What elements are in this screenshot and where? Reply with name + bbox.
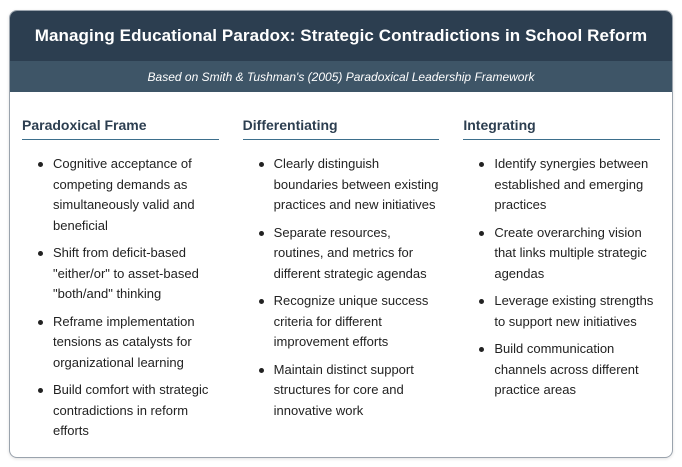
page-title: Managing Educational Paradox: Strategic Contradictions in School Reform [34, 26, 648, 45]
subtitle-bar [10, 61, 672, 92]
column-integrating [463, 92, 660, 449]
list-item: Maintain distinct support structures for core and innovative work [274, 360, 440, 422]
list-item: Reframe implementation tensions as catalysts for organizational learning [53, 312, 219, 374]
framework-card [9, 10, 673, 458]
column-paradoxical-frame [22, 92, 219, 449]
list-item: Recognize unique success criteria for different improvement efforts [274, 291, 440, 353]
column-title: Differentiating [243, 92, 440, 140]
column-list [22, 154, 219, 442]
list-item: Build comfort with strategic contradictions in reform efforts [53, 380, 219, 442]
list-item: Shift from deficit-based "either/or" to asset-based "both/and" thinking [53, 243, 219, 305]
column-title: Integrating [463, 92, 660, 140]
columns-container [10, 92, 672, 449]
page-subtitle: Based on Smith & Tushman's (2005) Paradoxical Leadership Framework [147, 69, 535, 84]
list-item: Clearly distinguish boundaries between existing practices and new initiatives [274, 154, 440, 216]
list-item: Separate resources, routines, and metrics for different strategic agendas [274, 223, 440, 285]
list-item: Create overarching vision that links multiple strategic agendas [494, 223, 660, 285]
column-list [463, 154, 660, 401]
column-list [243, 154, 440, 421]
list-item: Build communication channels across different practice areas [494, 339, 660, 401]
list-item: Identify synergies between established and emerging practices [494, 154, 660, 216]
list-item: Cognitive acceptance of competing demands as simultaneously valid and beneficial [53, 154, 219, 236]
column-differentiating [243, 92, 440, 449]
list-item: Leverage existing strengths to support new initiatives [494, 291, 660, 332]
column-title: Paradoxical Frame [22, 92, 219, 140]
header-bar [10, 11, 672, 61]
